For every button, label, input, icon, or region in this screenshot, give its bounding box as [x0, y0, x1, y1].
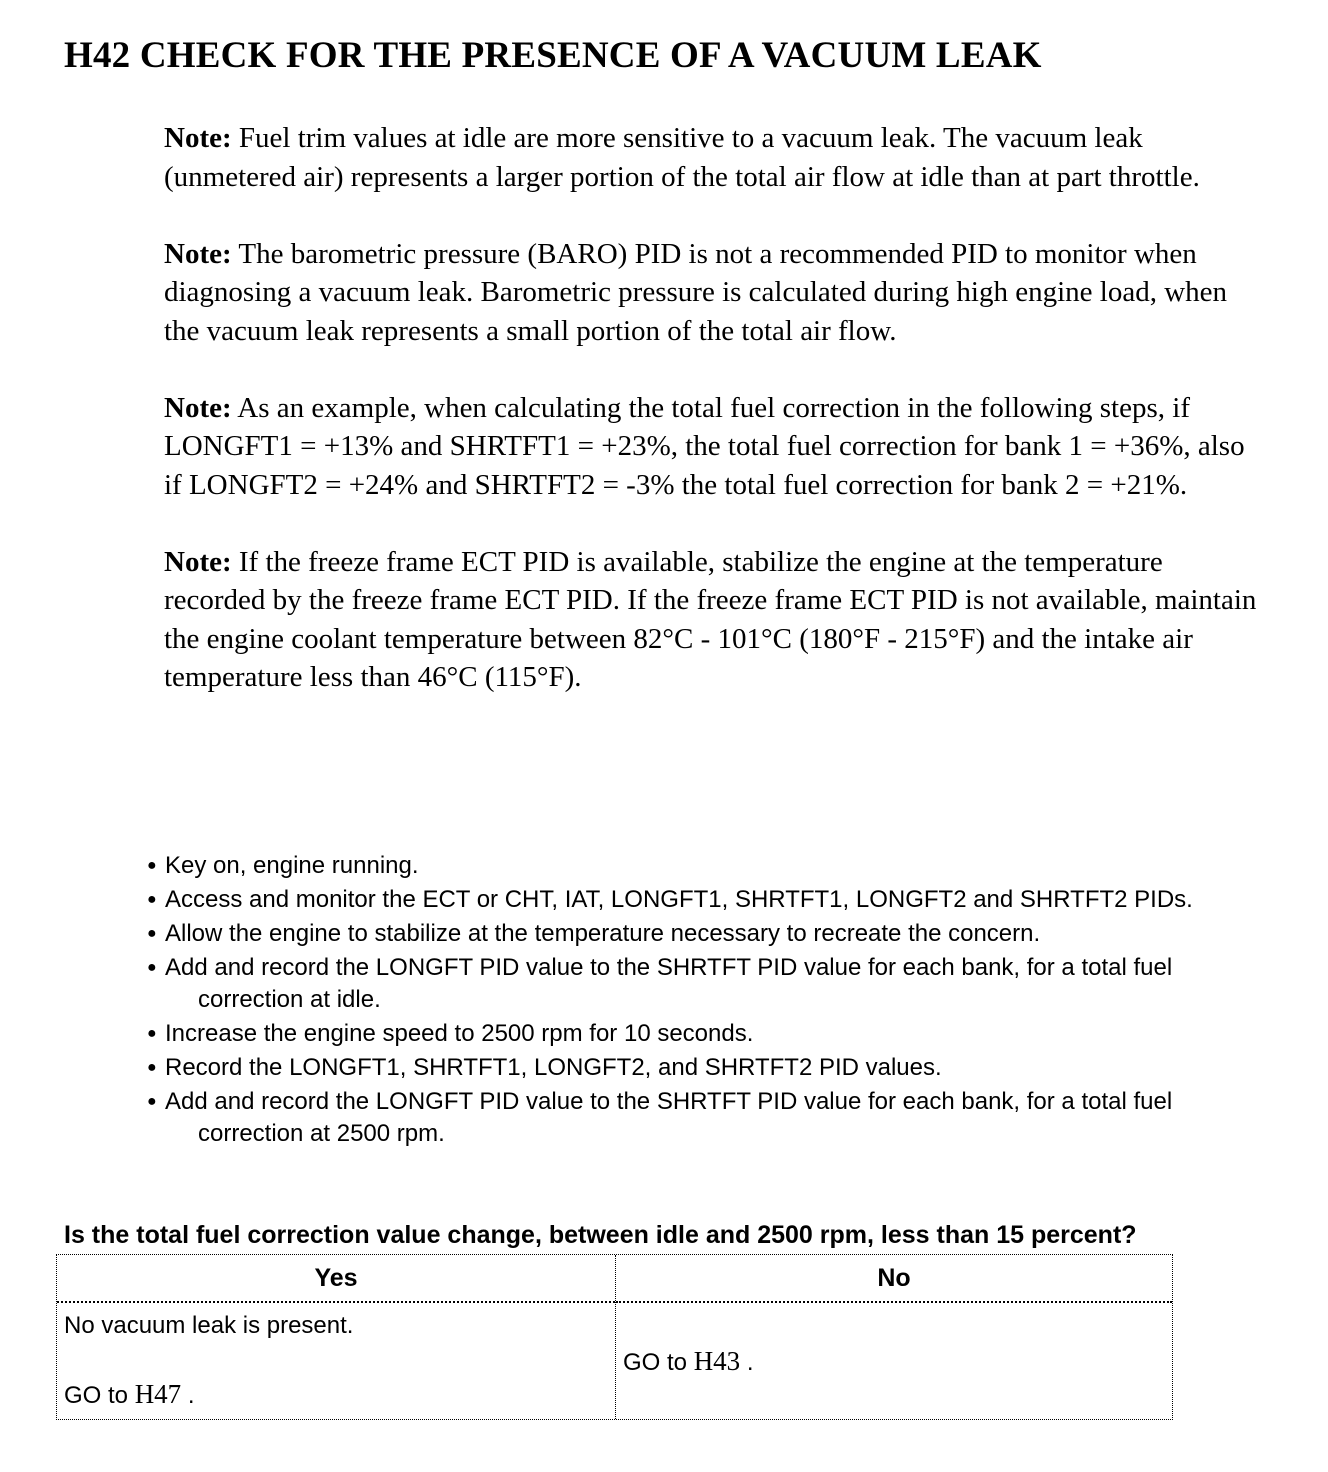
note-text: As an example, when calculating the total fuel correction in the following steps, if LONGFT1 = +13% and SHRTFT1 = +23%, the total fuel correction for bank 1 = +36%, also if LONGFT2 = +24% and SHRTFT2 = -3% the total fuel correction for bank 2 = +21%.	[164, 391, 1245, 501]
list-item: ● Access and monitor the ECT or CHT, IAT, LONGFT1, SHRTFT1, LONGFT2 and SHRTFT2 PIDs.	[145, 884, 1275, 916]
yes-column	[57, 1255, 616, 1419]
goto-h47-link[interactable]: H47	[134, 1379, 182, 1409]
note-label: Note:	[164, 545, 232, 578]
note-text: Fuel trim values at idle are more sensitive to a vacuum leak. The vacuum leak (unmetered air) represents a larger portion of the total air flow at idle than at part throttle.	[164, 122, 1200, 193]
note-text: The barometric pressure (BARO) PID is not a recommended PID to monitor when diagnosing a vacuum leak. Barometric pressure is calculated during high engine load, when the vacuum leak represents a small portion of the total air flow.	[164, 237, 1228, 347]
yes-header: Yes	[57, 1255, 615, 1303]
note-2	[164, 235, 1269, 351]
list-item: ● Add and record the LONGFT PID value to the SHRTFT PID value for each bank, for a total fuel correction at 2500 rpm.	[145, 1086, 1275, 1150]
yes-cell	[57, 1303, 615, 1412]
decision-table	[56, 1254, 1173, 1420]
bullet-icon: ●	[147, 925, 157, 942]
no-column	[616, 1255, 1172, 1419]
list-item: ● Increase the engine speed to 2500 rpm for 10 seconds.	[145, 1018, 1275, 1050]
note-1	[164, 119, 1269, 196]
decision-question: Is the total fuel correction value change, between idle and 2500 rpm, less than 15 percent?	[64, 1221, 1137, 1249]
goto-h43-link[interactable]: H43	[693, 1346, 741, 1376]
yes-goto: GO to H47 .	[64, 1379, 195, 1409]
bullet-icon: ●	[147, 1059, 157, 1076]
note-4	[164, 543, 1269, 697]
page-title: H42 CHECK FOR THE PRESENCE OF A VACUUM LEAK	[64, 35, 1042, 76]
yes-result-text: No vacuum leak is present.	[64, 1312, 354, 1339]
no-cell	[616, 1303, 1172, 1379]
list-item: ● Allow the engine to stabilize at the temperature necessary to recreate the concern.	[145, 918, 1275, 950]
bullet-icon: ●	[147, 1093, 157, 1110]
no-header: No	[616, 1255, 1172, 1303]
bullet-icon: ●	[147, 857, 157, 874]
note-label: Note:	[164, 237, 232, 270]
list-item: ● Add and record the LONGFT PID value to the SHRTFT PID value for each bank, for a total fuel correction at idle.	[145, 952, 1275, 1016]
bullet-icon: ●	[147, 891, 157, 908]
bullet-icon: ●	[147, 1025, 157, 1042]
step-list	[145, 850, 1275, 1152]
notes-section	[164, 119, 1269, 735]
list-item: ● Key on, engine running.	[145, 850, 1275, 882]
note-3	[164, 389, 1269, 505]
list-item: ● Record the LONGFT1, SHRTFT1, LONGFT2, and SHRTFT2 PID values.	[145, 1052, 1275, 1084]
note-label: Note:	[164, 122, 232, 154]
note-label: Note:	[164, 391, 232, 424]
no-goto: GO to H43 .	[623, 1346, 754, 1376]
note-text: If the freeze frame ECT PID is available, stabilize the engine at the temperature recorded by the freeze frame ECT PID. If the freeze frame ECT PID is not available, maintain the engine coolant temperature between 82°C - 101°C (180°F - 215°F) and the intake air temperature less than 46°C (115°F).	[164, 545, 1257, 693]
bullet-icon: ●	[147, 959, 157, 976]
